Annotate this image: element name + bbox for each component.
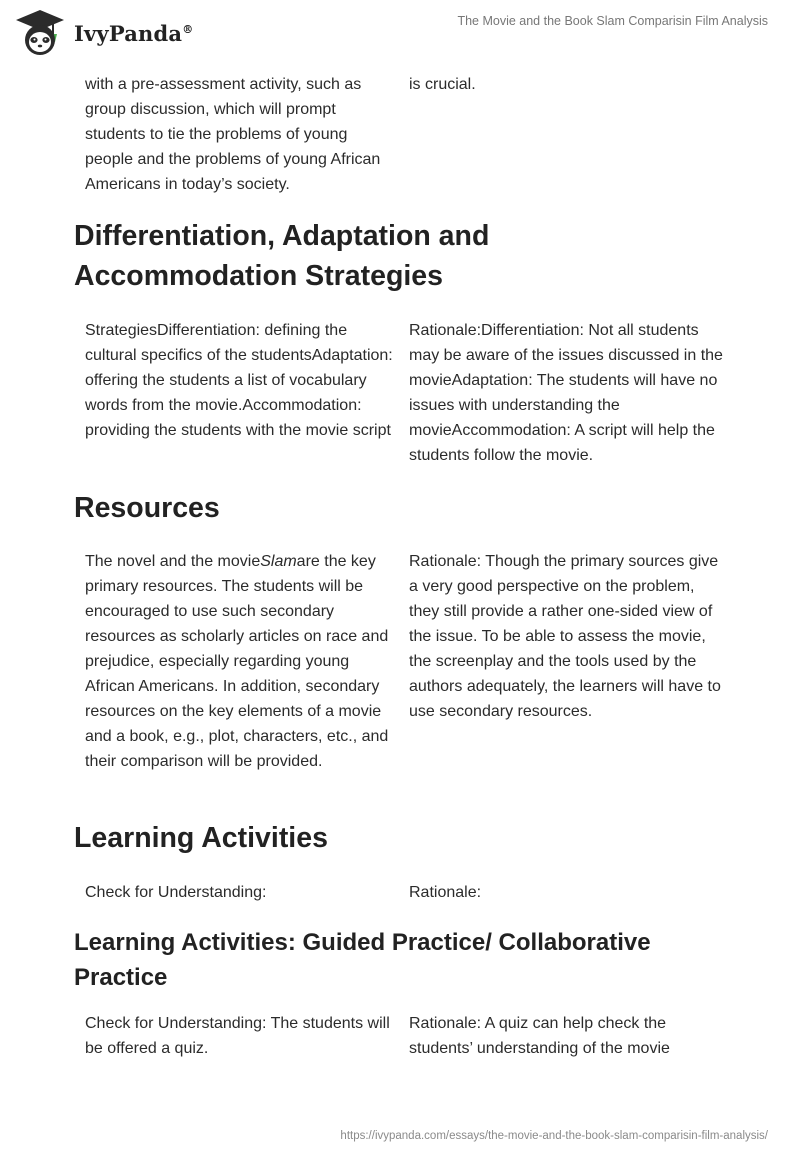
- row-right-cell: Rationale: Though the primary sources give a very good perspective on the problem, they still provide a rather one-sided view of the issue. To be able to assess the movie, the screenplay and the tools used by the authors adequately, the learners will have to use secondary resources.: [409, 553, 721, 720]
- row-right-cell: is crucial.: [409, 76, 476, 93]
- brand-name: IvyPanda®: [74, 20, 194, 46]
- section-heading: Resources: [74, 492, 220, 524]
- row-left-cell: Check for Understanding:: [85, 884, 267, 901]
- row-left-cell: The novel and the movieSlamare the key primary resources. The students will be encouraged to use such secondary resources as scholarly articles on race and prejudice, especially regarding young African Americans. In addition, secondary resources on the key elements of a movie and a book, e.g., plot, characters, etc., and their comparison will be provided.: [85, 553, 389, 770]
- document-title: The Movie and the Book Slam Comparisin Film Analysis: [457, 14, 768, 28]
- table-row: [74, 318, 729, 468]
- ivypanda-logo[interactable]: [14, 8, 193, 58]
- row-right-cell: Rationale:Differentiation: Not all students may be aware of the issues discussed in the movieAdaptation: The students will have no issues with understanding the movieAccommodation: A script will help the students follow the movie.: [409, 322, 723, 464]
- panda-graduate-icon: [14, 8, 66, 58]
- source-url-link[interactable]: https://ivypanda.com/essays/the-movie-and-the-book-slam-comparisin-film-analysis/: [340, 1130, 768, 1142]
- row-right-cell: Rationale: A quiz can help check the students’ understanding of the movie: [409, 1015, 670, 1057]
- table-row: [74, 72, 729, 197]
- section-heading: Differentiation, Adaptation and Accommodation Strategies: [74, 220, 490, 292]
- section-heading: Learning Activities: [74, 822, 328, 854]
- section-heading: Learning Activities: Guided Practice/ Collaborative Practice: [74, 929, 651, 991]
- table-row: [74, 1011, 729, 1061]
- row-left-cell: with a pre-assessment activity, such as group discussion, which will prompt students to tie the problems of young people and the problems of young African Americans in today’s society.: [85, 76, 381, 193]
- italic-title: Slam: [260, 553, 297, 570]
- page-header: [0, 0, 800, 66]
- table-row: [74, 880, 729, 905]
- row-right-cell: Rationale:: [409, 884, 482, 901]
- table-row: [74, 549, 729, 774]
- row-left-cell: StrategiesDifferentiation: defining the cultural specifics of the studentsAdaptation: offering the students a list of vocabulary words from the movie.Accommodation: providing the students with the movie script: [85, 322, 393, 439]
- row-left-cell: Check for Understanding: The students will be offered a quiz.: [85, 1015, 390, 1057]
